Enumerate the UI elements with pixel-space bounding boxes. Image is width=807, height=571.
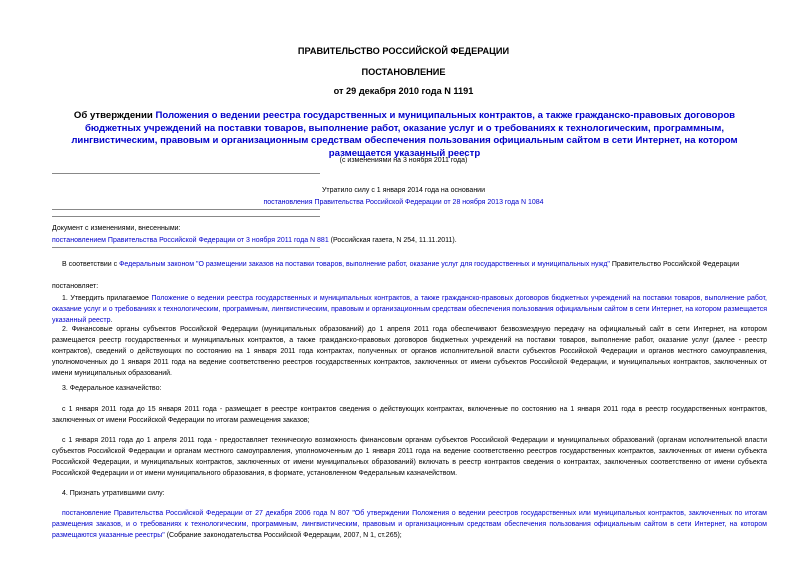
preamble-text: В соответствии с xyxy=(62,261,120,268)
changes-decree-link[interactable]: постановлением Правительства Российской Федерации от 3 ноября 2011 года N 881 xyxy=(52,236,329,244)
changes-note: (с изменениями на 3 ноября 2011 года) xyxy=(339,157,468,164)
item-1-text: 1. Утвердить прилагаемое xyxy=(62,295,152,302)
item-3a: с 1 января 2011 года до 15 января 2011 года - размещает в реестре контрактов сведения о действующих контрактах, включенные по состоянию на 1 января 2011 года в реестр государственных контрактов, заключенных от имени Российской Федерации по итогам размещения заказов; xyxy=(52,406,767,424)
regulation-link[interactable]: Положение о ведении реестра государственных и муниципальных контрактов, а также гражданско-правовых договоров бюджетных учреждений на поставки товаров, выполнение работ, оказание услуг и о требованиях к технологическим, программным, лингвистическим, правовым и организационным средствам обеспечения пользования официальным сайтом в сети Интернет, на котором размещается указанный реестр xyxy=(52,295,767,324)
changes-intro: Документ с изменениями, внесенными: xyxy=(52,225,181,232)
item-4a-source: (Собрание законодательства Российской Федерации, 2007, N 1, ст.265); xyxy=(164,532,402,539)
divider-line xyxy=(52,209,320,210)
doc-date-number: от 29 декабря 2010 года N 1191 xyxy=(333,86,474,96)
item-3: 3. Федеральное казначейство: xyxy=(62,385,162,392)
item-2: 2. Финансовые органы субъектов Российской Федерации (муниципальных образований) до 1 апреля 2011 года обеспечивают безвозмездную передачу на официальный сайт в сети Интернет, на котором размещается реестр государственных и муниципальных контрактов, а также гражданско-правовых договоров бюджетных учреждений на поставки товаров, выполнение работ, оказание услуг (далее - реестр контрактов), сведений о действующих по состоянию на 1 января 2011 года контрактах, полученных от органов исполнительной власти субъектов Российской Федерации и органов местного самоуправления, уполномоченных до 1 января 2011 года на ведение соответственно реестров государственных контрактов, заключенных от имени субъектов Российской Федерации, и муниципальных контрактов, заключенных от имени муниципальных образований. xyxy=(52,326,767,377)
title-prefix: Об утверждении xyxy=(73,110,156,121)
document-title xyxy=(48,110,761,160)
item-3b: с 1 января 2011 года до 1 апреля 2011 года - предоставляет техническую возможность финансовым органам субъектов Российской Федерации и муниципальных образований (органам исполнительной власти субъектов Российской Федерации и органам местного самоуправления, уполномоченным до 1 января 2011 года на ведение соответственно реестров государственных контрактов, заключенных от имени субъекта Российской Федерации, и муниципальных контрактов, заключенных от имени муниципальных образований) включать в реестр контрактов сведения о контрактах, заключенных соответственно от имени субъекта Российской Федерации и от имени муниципального образования, в формате, установленном Федеральным казначейством. xyxy=(52,437,767,477)
document-changes xyxy=(52,223,752,246)
decree-807-link[interactable]: постановление Правительства Российской Федерации от 27 декабря 2006 года N 807 "Об утверждении Положения о ведении реестров государственных или муниципальных контрактов, заключенных по итогам размещения заказов, и о требованиях к технологическим, программным, лингвистическим, правовым и организационным средствам обеспечения пользования официальным сайтом в сети Интернет, на котором размещаются указанные реестры" xyxy=(52,510,767,539)
item-4a xyxy=(52,508,767,541)
item-1 xyxy=(52,293,767,326)
decrees-line: постановляет: xyxy=(52,283,99,290)
federal-law-link[interactable]: Федеральным законом "О размещении заказов на поставки товаров, выполнение работ, оказание услуг для государственных и муниципальных нужд" xyxy=(119,261,610,268)
changes-source: (Российская газета, N 254, 11.11.2011). xyxy=(328,236,457,244)
divider-line xyxy=(52,216,320,217)
preamble-suffix: Правительство Российской Федерации xyxy=(609,261,740,268)
lost-force-text: Утратило силу с 1 января 2014 года на основании xyxy=(321,187,486,194)
lost-force-note xyxy=(0,185,807,209)
item-4: 4. Признать утратившими силу: xyxy=(62,490,165,497)
doc-type-heading: ПОСТАНОВЛЕНИЕ xyxy=(361,67,446,77)
title-regulation-link[interactable]: Положения о ведении реестра государственных и муниципальных контрактов, а также гражданско-правовых договоров бюджетных учреждений на поставки товаров, выполнение работ, оказание услуг и о требованиях к технологическим, программным, лингвистическим, правовым и организационным средствам обеспечения пользования официальным сайтом в сети Интернет, на котором размещается указанный реестр xyxy=(71,110,738,159)
government-heading: ПРАВИТЕЛЬСТВО РОССИЙСКОЙ ФЕДЕРАЦИИ xyxy=(297,46,510,56)
divider-line xyxy=(52,173,320,174)
divider-line xyxy=(52,247,320,248)
lost-force-link[interactable]: постановления Правительства Российской Федерации от 28 ноября 2013 года N 1084 xyxy=(263,199,544,206)
preamble-paragraph xyxy=(52,259,767,270)
item-1-suffix: . xyxy=(110,317,113,324)
